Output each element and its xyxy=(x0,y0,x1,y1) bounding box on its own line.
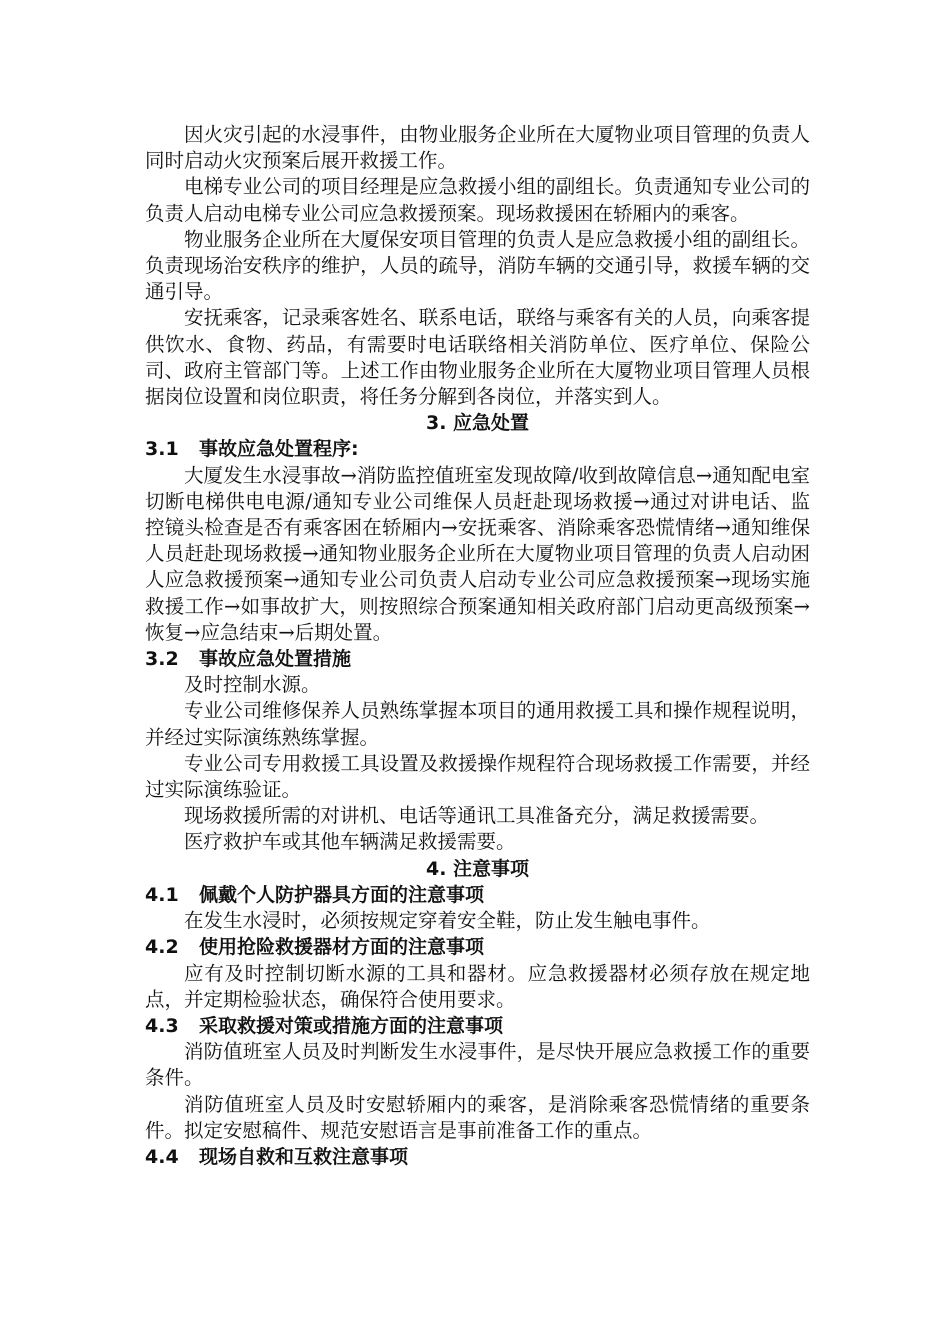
section-3-1-heading xyxy=(145,436,810,462)
paragraph-elevator-manager: 电梯专业公司的项目经理是应急救援小组的副组长。负责通知专业公司的负责人启动电梯专业公司应急救援预案。现场救援困在轿厢内的乘客。 xyxy=(145,175,810,225)
section-4-4-number: 4.4 xyxy=(145,1145,179,1168)
section-3-1-title: 事故应急处置程序: xyxy=(199,438,359,461)
section-3-2-heading xyxy=(145,646,810,672)
section-3-2-item: 医疗救护车或其他车辆满足救援需要。 xyxy=(184,830,516,854)
section-4-4-heading xyxy=(145,1144,810,1170)
section-4-2-number: 4.2 xyxy=(145,936,179,959)
section-4-1-text: 在发生水浸时，必须按规定穿着安全鞋，防止发生触电事件。 xyxy=(184,909,711,933)
section-3-2-item: 及时控制水源。 xyxy=(184,673,321,697)
section-3-title: 3. 应急处置 xyxy=(425,412,530,435)
section-4-1-title: 佩戴个人防护器具方面的注意事项 xyxy=(199,883,485,906)
section-3-2-item: 专业公司专用救援工具设置及救援操作规程符合现场救援工作需要，并经过实际演练验证。 xyxy=(145,751,810,802)
section-3-2-item: 专业公司维修保养人员熟练掌握本项目的通用救援工具和操作规程说明，并经过实际演练熟练掌握。 xyxy=(145,699,810,749)
section-4-2-title: 使用抢险救援器材方面的注意事项 xyxy=(199,936,485,959)
section-4-3-item: 消防值班室人员及时判断发生水浸事件，是尽快开展应急救援工作的重要条件。 xyxy=(145,1040,810,1090)
section-4-title: 4. 注意事项 xyxy=(425,857,530,880)
section-4-3-heading xyxy=(145,1013,810,1039)
section-4-2-text: 应有及时控制切断水源的工具和器材。应急救援器材必须存放在规定地点，并定期检验状态，确保符合使用要求。 xyxy=(145,961,810,1011)
section-4-3-item: 消防值班室人员及时安慰轿厢内的乘客，是消除乘客恐慌情绪的重要条件。拟定安慰稿件、规范安慰语言是事前准备工作的重点。 xyxy=(145,1092,810,1142)
section-4-3-title: 采取救援对策或措施方面的注意事项 xyxy=(199,1014,504,1037)
section-4-4-title: 现场自救和互救注意事项 xyxy=(199,1145,409,1168)
section-3-2-item: 现场救援所需的对讲机、电话等通讯工具准备充分，满足救援需要。 xyxy=(184,804,770,828)
section-4-1-heading xyxy=(145,882,810,908)
paragraph-passenger-care: 安抚乘客，记录乘客姓名、联系电话，联络与乘客有关的人员，向乘客提供饮水、食物、药品，有需要时电话联络相关消防单位、医疗单位、保险公司、政府主管部门等。上述工作由物业服务企业所在大厦物业项目管理人员根据岗位设置和岗位职责，将任务分解到各岗位，并落实到人。 xyxy=(145,306,810,409)
section-4-1-number: 4.1 xyxy=(145,883,179,906)
section-4-3-number: 4.3 xyxy=(145,1014,179,1037)
section-3-1-text: 大厦发生水浸事故→消防监控值班室发现故障/收到故障信息→通知配电室切断电梯供电电源/通知专业公司维保人员赶赴现场救援→通过对讲电话、监控镜头检查是否有乘客困在轿厢内→安抚乘客、消除乘客恐慌情绪→通知维保人员赶赴现场救援→通知物业服务企业所在大厦物业项目管理的负责人启动困人应急救援预案→通知专业公司负责人启动专业公司应急救援预案→现场实施救援工作→如事故扩大，则按照综合预案通知相关政府部门启动更高级预案→恢复→应急结束→后期处置。 xyxy=(145,463,810,644)
section-4-2-heading xyxy=(145,934,810,960)
section-3-2-number: 3.2 xyxy=(145,648,179,671)
section-3-1-number: 3.1 xyxy=(145,438,179,461)
paragraph-security-manager: 物业服务企业所在大厦保安项目管理的负责人是应急救援小组的副组长。负责现场治安秩序的维护，人员的疏导，消防车辆的交通引导，救援车辆的交通引导。 xyxy=(145,227,810,304)
section-3-2-title: 事故应急处置措施 xyxy=(199,648,352,671)
document-page xyxy=(145,122,810,1170)
paragraph-fire-flood: 因火灾引起的水浸事件，由物业服务企业所在大厦物业项目管理的负责人同时启动火灾预案后展开救援工作。 xyxy=(145,123,810,173)
